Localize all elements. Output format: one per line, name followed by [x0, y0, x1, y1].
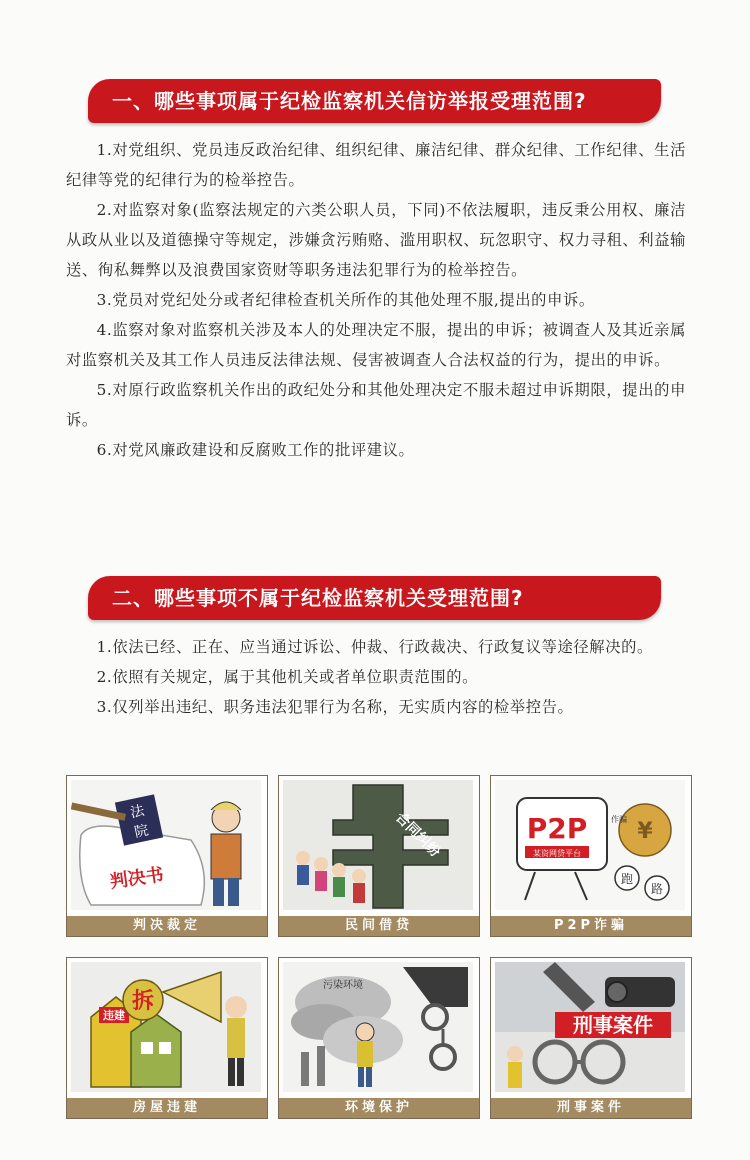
- card-private-lending: [278, 775, 480, 937]
- section2-item-3: 3.仅列举出违纪、职务违法犯罪行为名称，无实质内容的检举控告。: [96, 698, 574, 716]
- card-caption: 民间借贷: [279, 916, 479, 936]
- section1-item-4: 4.监察对象对监察机关涉及本人的处理决定不服，提出的申诉；被调查人及其近亲属对监察机关及其工作人员违反法律法规、侵害被调查人合法权益的行为，提出的申诉。: [66, 321, 686, 369]
- svg-text:¥: ¥: [637, 819, 653, 844]
- pollution-label: 污染环境: [323, 980, 363, 991]
- card-criminal-case: [490, 957, 692, 1119]
- court-judgment-illustration: [71, 780, 261, 910]
- section1-item-2: 2.对监察对象(监察法规定的六类公职人员，下同)不依法履职，违反秉公用权、廉洁从政从业以及道德操守等规定，涉嫌贪污贿赂、滥用职权、玩忽职守、权力寻租、利益输送、徇私舞弊以及浪费国家资财等职务违法犯罪行为的检举控告。: [66, 201, 686, 279]
- court-char-2: 院: [132, 822, 151, 842]
- section1-item-1: 1.对党组织、党员违反政治纪律、组织纪律、廉洁纪律、群众纪律、工作纪律、生活纪律等党的纪律行为的检举控告。: [66, 141, 686, 189]
- card-caption: P2P诈骗: [491, 916, 691, 936]
- run-char-2: 路: [650, 882, 664, 896]
- judgment-doc-label: 判决书: [108, 864, 165, 893]
- illustration-grid: [66, 775, 690, 1120]
- card-caption: 环境保护: [279, 1098, 479, 1118]
- card-caption: 房屋违建: [67, 1098, 267, 1118]
- card-caption: 刑事案件: [491, 1098, 691, 1118]
- section1-item-5: 5.对原行政监察机关作出的政纪处分和其他处理决定不服未超过申诉期限，提出的申诉。: [66, 381, 686, 429]
- card-caption: 判决裁定: [67, 916, 267, 936]
- fraud-label: 作骗: [611, 815, 627, 824]
- section2-item-1: 1.依法已经、正在、应当通过诉讼、仲裁、行政裁决、行政复议等途径解决的。: [96, 638, 653, 656]
- p2p-platform-label: 某资网贷平台: [533, 849, 581, 858]
- card-illegal-building: [66, 957, 268, 1119]
- criminal-case-illustration: [495, 962, 685, 1092]
- court-char-1: 法: [128, 802, 146, 822]
- card-court-judgment: [66, 775, 268, 937]
- p2p-fraud-illustration: [495, 780, 685, 910]
- contract-dispute-label: 合同纠纷: [392, 809, 444, 861]
- private-lending-illustration: [283, 780, 473, 910]
- card-p2p-fraud: [490, 775, 692, 937]
- criminal-case-banner-text: 刑事案件: [573, 1013, 653, 1037]
- section1-item-3: 3.党员对党纪处分或者纪律检查机关所作的其他处理不服,提出的申诉。: [96, 291, 595, 309]
- section1-title-banner: 一、哪些事项属于纪检监察机关信访举报受理范围?: [88, 79, 661, 123]
- illegal-building-illustration: [71, 962, 261, 1092]
- section1-item-6: 6.对党风廉政建设和反腐败工作的批评建议。: [96, 441, 415, 459]
- demolish-char: 拆: [131, 989, 155, 1014]
- section2-title-banner: 二、哪些事项不属于纪检监察机关受理范围?: [88, 576, 661, 620]
- p2p-logo-text: P2P: [526, 812, 588, 845]
- illegal-building-sign: 违建: [103, 1009, 125, 1022]
- card-environment: [278, 957, 480, 1119]
- section2-item-2: 2.依照有关规定，属于其他机关或者单位职责范围的。: [96, 668, 479, 686]
- section1-list: [66, 135, 686, 465]
- run-char-1: 跑: [620, 872, 634, 886]
- environment-illustration: [283, 962, 473, 1092]
- section2-list: [66, 632, 686, 722]
